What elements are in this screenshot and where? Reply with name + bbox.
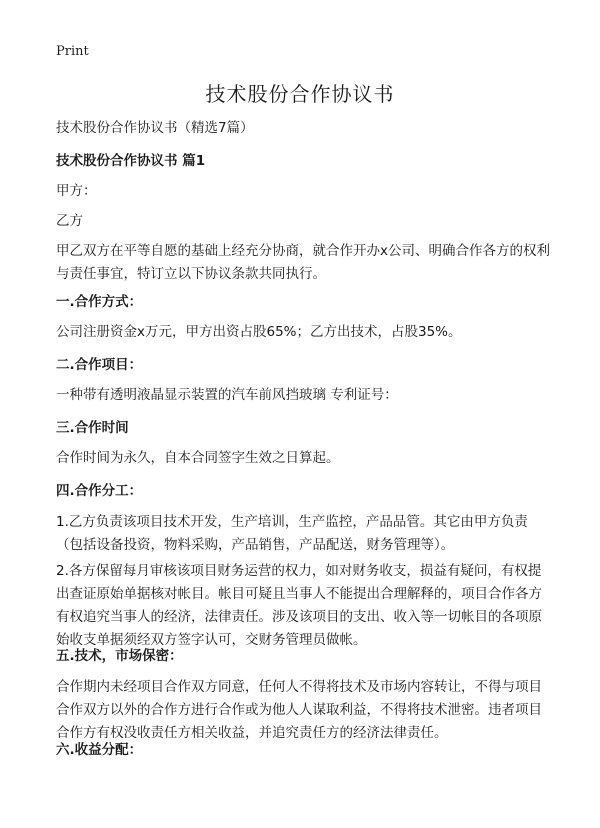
heading-confidentiality: 五.技术，市场保密： [56,648,183,664]
document-title: 技术股份合作协议书 [205,82,395,106]
paragraph-division-2: 2.各方保留每月审核该项目财务运营的权力，如对财务收支，损益有疑问，有权提出查证原始单据核对帐目。帐目可疑且当事人不能提出合理解释的，项目合作各方有权追究当事人的经济，法律责任。涉及该项目的支出、收入等一切帐目的各项原始收支单据须经双方签字认可，交财务管理员做帐。 [56,563,542,648]
document-subtitle: 技术股份合作协议书（精选7篇） [56,120,254,136]
paragraph-cooperation-project: 一种带有透明液晶显示装置的汽车前风挡玻璃 专利证号： [56,387,398,403]
heading-cooperation-time: 三.合作时间 [56,420,129,436]
party-a: 甲方： [56,183,97,199]
heading-cooperation-project: 二.合作项目： [56,357,143,373]
intro-paragraph: 甲乙双方在平等自愿的基础上经充分协商，就合作开办x公司、明确合作各方的权利与责任事宜，特订立以下协议条款共同执行。 [56,243,550,282]
heading-division-of-labor: 四.合作分工： [56,483,143,499]
heading-profit-distribution: 六.收益分配： [56,742,143,758]
print-link[interactable]: Print [56,44,89,59]
paragraph-cooperation-method: 公司注册资金x万元，甲方出资占股65%；乙方出技术，占股35%。 [56,324,462,340]
paragraph-confidentiality: 合作期内未经项目合作双方同意，任何人不得将技术及市场内容转让，不得与项目合作双方以外的合作方进行合作或为他人人谋取利益，不得将技术泄密。违者项目合作方有权没收责任方相关收益，并追究责任方的经济法律责任。 [56,679,542,741]
party-b: 乙方 [56,213,83,229]
paragraph-cooperation-time: 合作时间为永久，自本合同签字生效之日算起。 [56,450,340,466]
heading-cooperation-method: 一.合作方式： [56,294,143,310]
section-title: 技术股份合作协议书 篇1 [56,153,206,169]
paragraph-division-1: 1.乙方负责该项目技术开发，生产培训，生产监控，产品品管。其它由甲方负责（包括设备投资，物料采购，产品销售，产品配送，财务管理等）。 [56,514,528,553]
